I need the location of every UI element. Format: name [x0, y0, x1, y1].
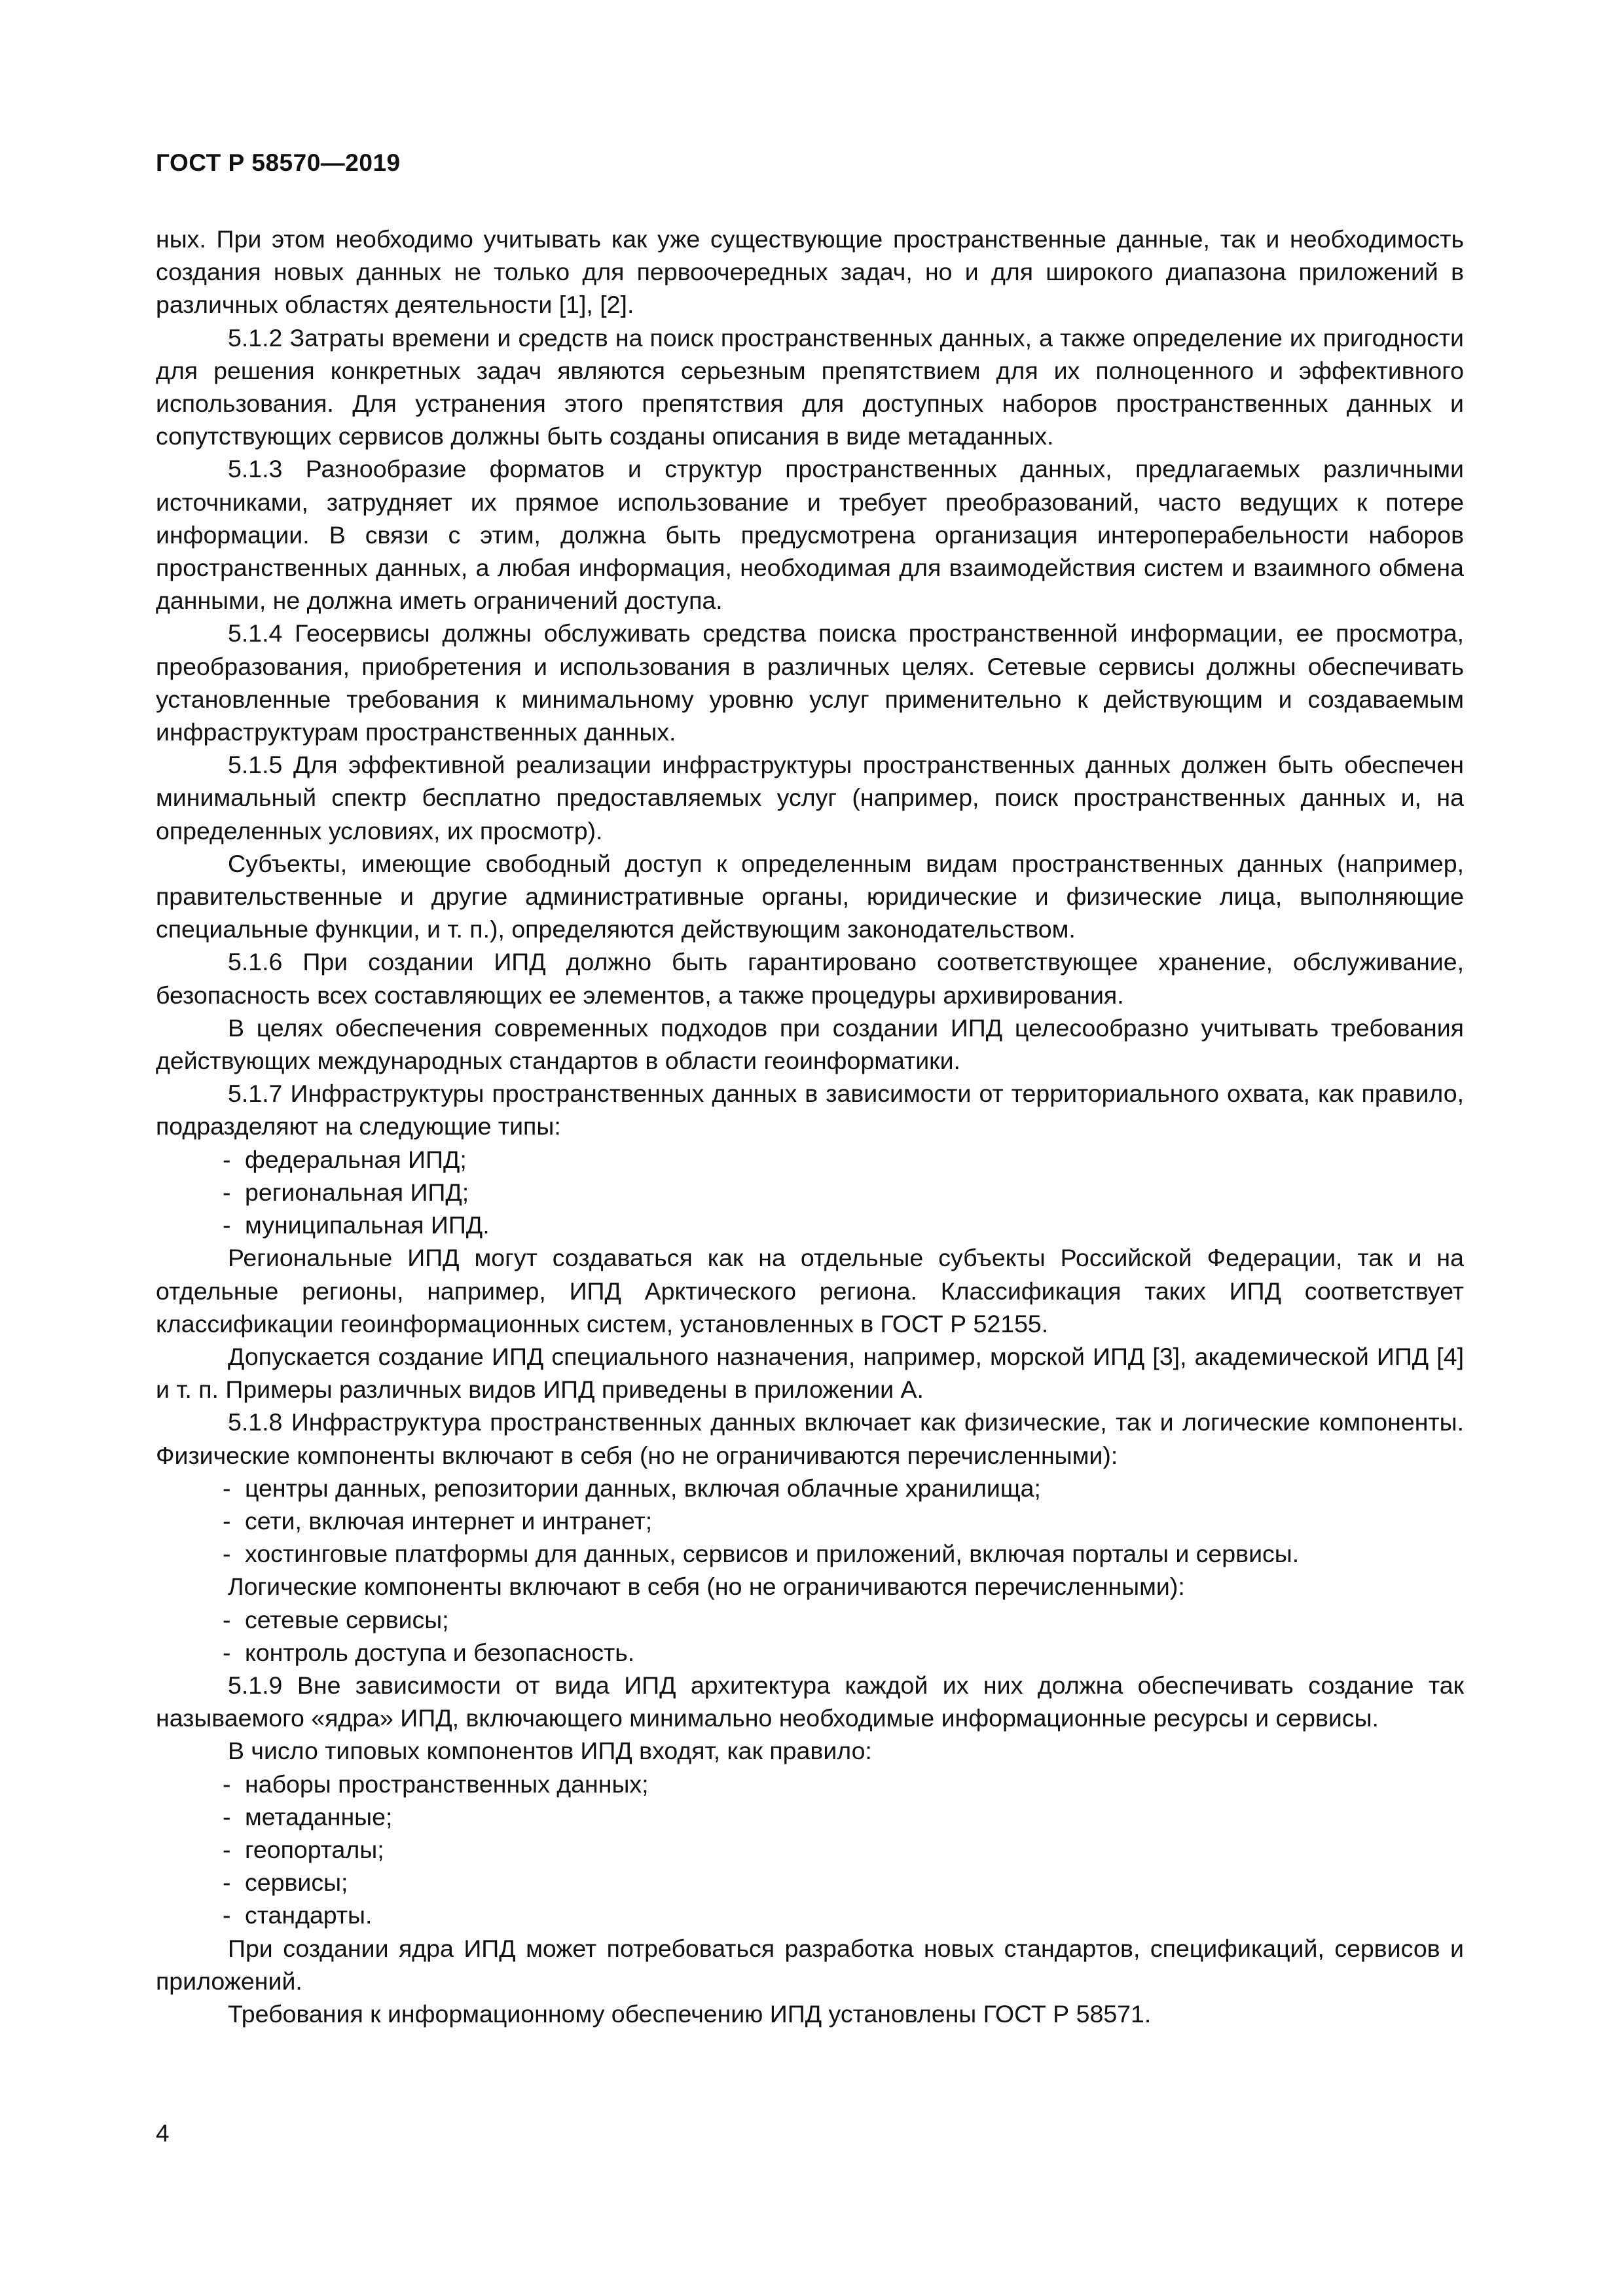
- paragraph: 5.1.2 Затраты времени и средств на поиск пространственных данных, а также определение их пригодности для решения конкретных задач являются серьезным препятствием для их полноценного и эффективного использования. Для устранения этого препятствия для доступных наборов пространственных данных и сопутствующих сервисов должны быть созданы описания в виде метаданных.: [156, 323, 1464, 450]
- list-item-text: метаданные;: [245, 1802, 393, 1831]
- paragraph: 5.1.3 Разнообразие форматов и структур пространственных данных, предлагаемых различными источниками, затрудняет их прямое использование и требует преобразований, часто ведущих к потере информации. В связи с этим, должна быть предусмотрена организация интероперабельности наборов пространственных данных, а любая информация, необходимая для взаимодействия систем и взаимного обмена данными, не должна иметь ограничений доступа.: [156, 455, 1464, 615]
- paragraph: 5.1.7 Инфраструктуры пространственных данных в зависимости от территориального охвата, как правило, подразделяют на следующие типы:: [156, 1080, 1464, 1140]
- document-body: [156, 223, 1464, 2030]
- list-item: - региональная ИПД;: [223, 1178, 469, 1206]
- paragraph: В целях обеспечения современных подходов при создании ИПД целесообразно учитывать требования действующих международных стандартов в области геоинформатики.: [156, 1013, 1464, 1075]
- list-item-text: центры данных, репозитории данных, включая облачные хранилища;: [245, 1474, 1041, 1502]
- paragraph: В число типовых компонентов ИПД входят, как правило:: [228, 1737, 872, 1765]
- list-item-text: стандарты.: [245, 1901, 373, 1929]
- logical-components-list: [156, 1603, 1464, 1669]
- list-item-text: наборы пространственных данных;: [245, 1770, 649, 1798]
- list-item: - стандарты.: [223, 1901, 373, 1929]
- list-item: - сети, включая интернет и интранет;: [223, 1506, 653, 1535]
- paragraph: Требования к информационному обеспечению ИПД установлены ГОСТ Р 58571.: [228, 1999, 1152, 2028]
- paragraph: Допускается создание ИПД специального назначения, например, морской ИПД [3], академической ИПД [4] и т. п. Примеры различных видов ИПД приведены в приложении А.: [156, 1342, 1464, 1404]
- list-item-text: хостинговые платформы для данных, сервисов и приложений, включая порталы и сервисы.: [245, 1540, 1300, 1568]
- ipd-types-list: [156, 1143, 1464, 1242]
- list-item: - сетевые сервисы;: [223, 1605, 449, 1633]
- paragraph: Региональные ИПД могут создаваться как на отдельные субъекты Российской Федерации, так и на отдельные регионы, например, ИПД Арктического региона. Классификация таких ИПД соответствует классификации геоинформационных систем, установленных в ГОСТ Р 52155.: [156, 1244, 1464, 1338]
- list-item: - наборы пространственных данных;: [223, 1770, 649, 1798]
- list-item-text: геопорталы;: [245, 1835, 384, 1863]
- paragraph: 5.1.5 Для эффективной реализации инфраструктуры пространственных данных должен быть обеспечен минимальный спектр бесплатно предоставляемых услуг (например, поиск пространственных данных и, на определенных условиях, их просмотр).: [156, 751, 1464, 845]
- paragraph: 5.1.4 Геосервисы должны обслуживать средства поиска пространственной информации, ее просмотра, преобразования, приобретения и использования в различных целях. Сетевые сервисы должны обеспечивать установленные требования к минимальному уровню услуг применительно к действующим и создаваемым инфраструктурам пространственных данных.: [156, 619, 1464, 746]
- page-number: 4: [156, 2120, 170, 2147]
- physical-components-list: [156, 1472, 1464, 1571]
- list-item: - сервисы;: [223, 1868, 348, 1897]
- document-header: ГОСТ Р 58570—2019: [156, 149, 401, 176]
- list-item: - геопорталы;: [223, 1835, 384, 1863]
- list-item: - муниципальная ИПД.: [223, 1211, 490, 1239]
- list-item-text: региональная ИПД;: [245, 1178, 469, 1206]
- list-item-text: федеральная ИПД;: [245, 1145, 467, 1173]
- list-item-text: сети, включая интернет и интранет;: [245, 1506, 653, 1535]
- list-item: - контроль доступа и безопасность.: [223, 1638, 635, 1666]
- list-item: - федеральная ИПД;: [223, 1145, 467, 1173]
- list-item-text: сетевые сервисы;: [245, 1605, 449, 1633]
- paragraph: Логические компоненты включают в себя (но не ограничиваются перечисленными):: [228, 1573, 1185, 1601]
- list-item-text: сервисы;: [245, 1868, 348, 1897]
- list-item: - центры данных, репозитории данных, включая облачные хранилища;: [223, 1474, 1041, 1502]
- paragraph: 5.1.6 При создании ИПД должно быть гарантировано соответствующее хранение, обслуживание, безопасность всех составляющих ее элементов, а также процедуры архивирования.: [156, 948, 1464, 1009]
- list-item-text: муниципальная ИПД.: [245, 1211, 490, 1239]
- paragraph: При создании ядра ИПД может потребоваться разработка новых стандартов, спецификаций, сервисов и приложений.: [156, 1934, 1464, 1995]
- paragraph: 5.1.9 Вне зависимости от вида ИПД архитектура каждой их них должна обеспечивать создание так называемого «ядра» ИПД, включающего минимально необходимые информационные ресурсы и сервисы.: [156, 1671, 1464, 1732]
- list-item-text: контроль доступа и безопасность.: [245, 1638, 635, 1666]
- paragraph: 5.1.8 Инфраструктура пространственных данных включает как физические, так и логические компоненты. Физические компоненты включают в себя (но не ограничиваются перечисленными):: [156, 1408, 1464, 1469]
- paragraph: Субъекты, имеющие свободный доступ к определенным видам пространственных данных (например, правительственные и другие административные органы, юридические и физические лица, выполняющие специальные функции, и т. п.), определяются действующим законодательством.: [156, 849, 1464, 943]
- list-item: - хостинговые платформы для данных, сервисов и приложений, включая порталы и сервисы.: [223, 1540, 1300, 1568]
- list-item: - метаданные;: [223, 1802, 393, 1831]
- paragraph: ных. При этом необходимо учитывать как уже существующие пространственные данные, так и необходимость создания новых данных не только для первоочередных задач, но и для широкого диапазона приложений в различных областях деятельности [1], [2].: [156, 225, 1464, 319]
- typical-components-list: [156, 1768, 1464, 1932]
